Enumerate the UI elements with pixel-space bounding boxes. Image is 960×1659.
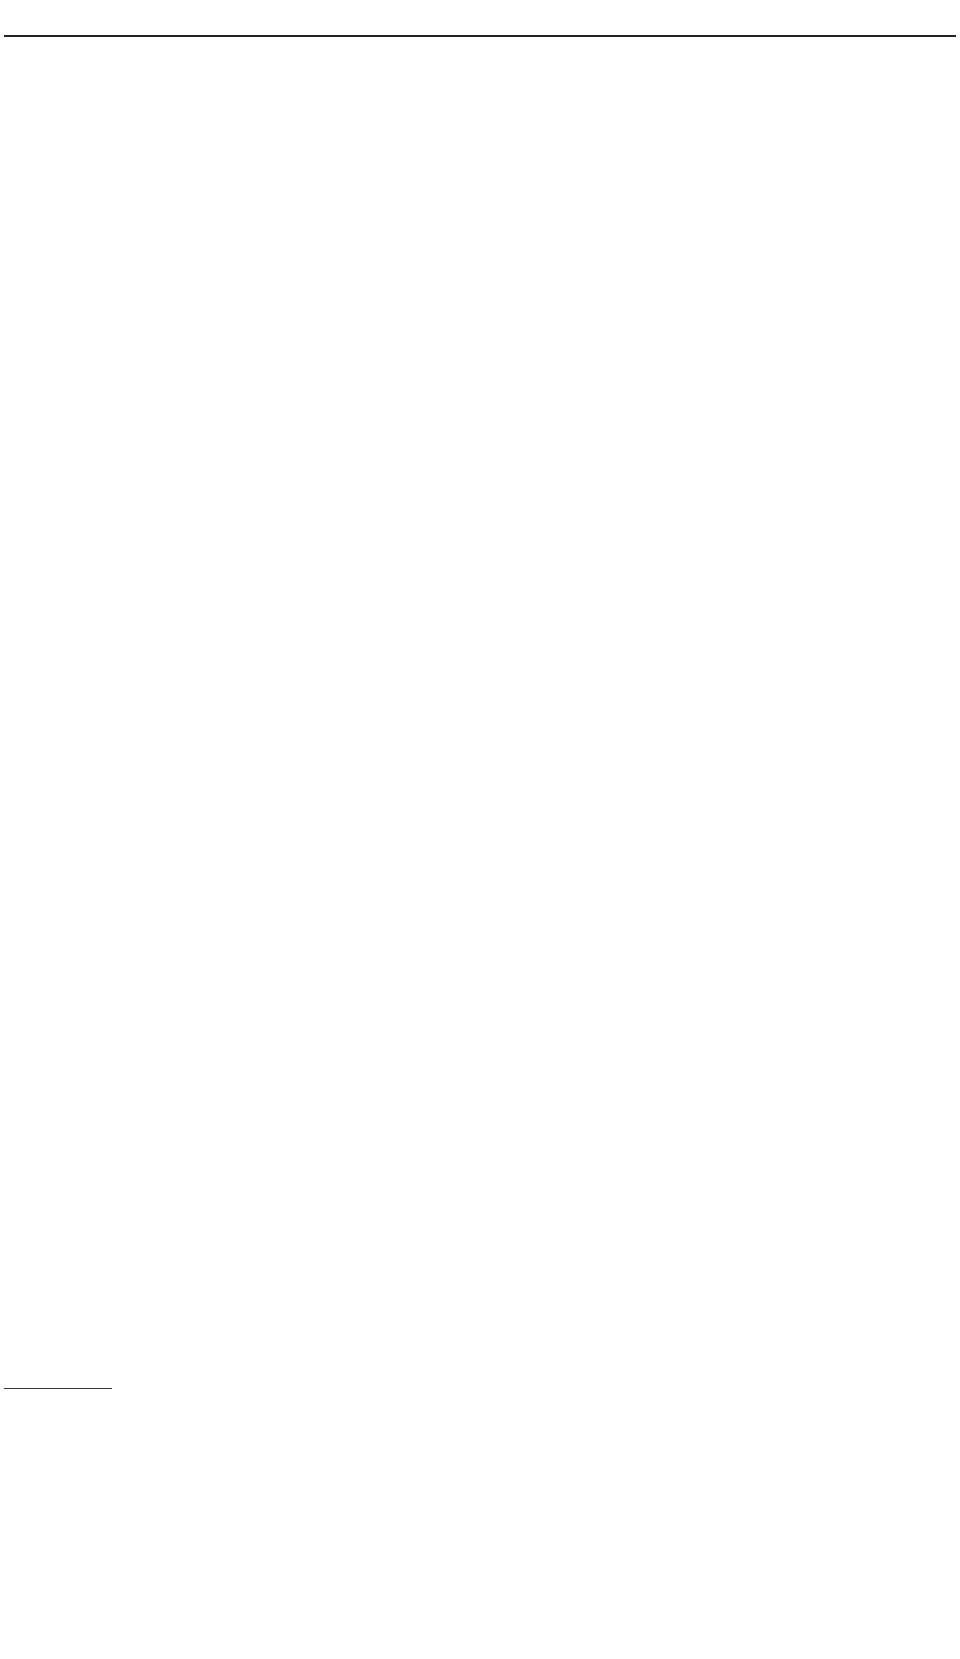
footnote-rule [4, 1388, 112, 1389]
header-rule [4, 35, 956, 37]
